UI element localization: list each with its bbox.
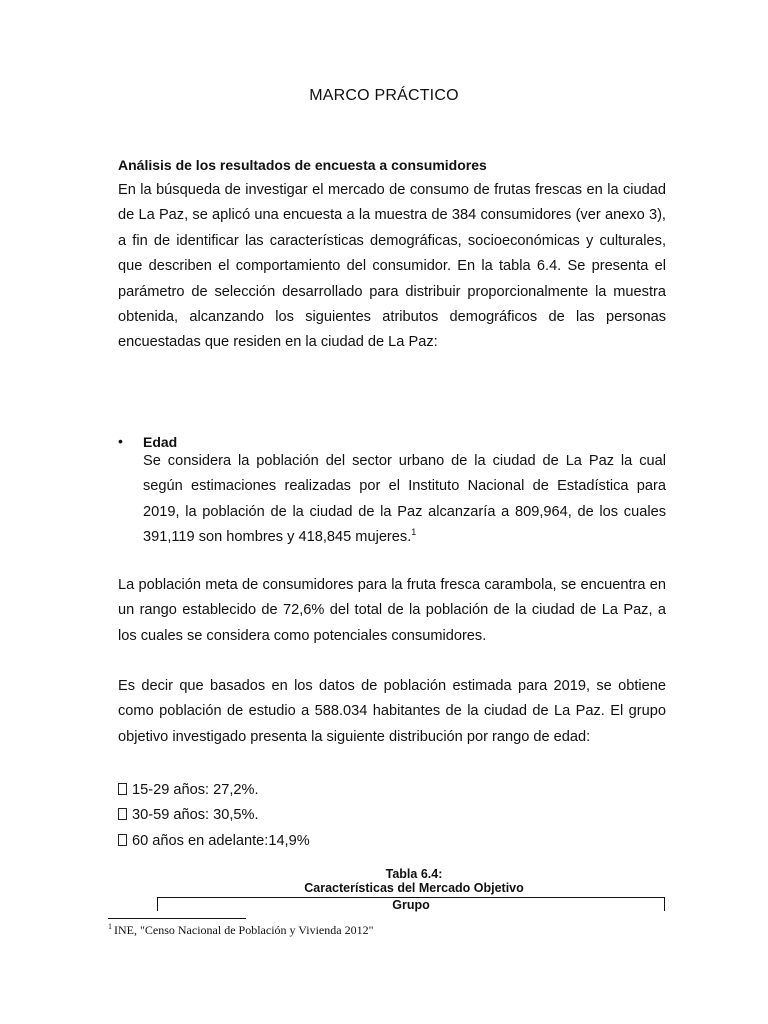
intro-paragraph: En la búsqueda de investigar el mercado de consumo de frutas frescas en la ciudad de La Paz, se aplicó una encuesta a la muestra de 384 consumidores (ver anexo 3), a fin de identificar las características demográficas, socioeconómicas y culturales, que describen el comportamiento del consumidor. En la tabla 6.4. Se presenta el parámetro de selección desarrollado para distribuir proporcionalmente la muestra obtenida, alcanzando los siguientes atributos demográficos de las personas encuestadas que residen en la ciudad de La Paz: xyxy=(118,182,666,351)
age-range-text: 15-29 años: 27,2%. xyxy=(132,782,259,798)
section-heading: Análisis de los resultados de encuesta a consumidores xyxy=(118,157,487,173)
study-population-paragraph: Es decir que basados en los datos de población estimada para 2019, se obtiene como población de estudio a 588.034 habitantes de la ciudad de La Paz. El grupo objetivo investigado presenta la siguiente distribución por rango de edad: xyxy=(118,678,666,745)
bullet-text: Se considera la población del sector urbano de la ciudad de La Paz la cual según estimaciones realizadas por el Instituto Nacional de Estadística para 2019, la población de la ciudad de la Paz alcanzaría a 809,964, de los cuales 391,119 son hombres y 418,845 mujeres. xyxy=(143,453,666,546)
footnote-divider xyxy=(108,918,246,919)
table-header-grupo: Grupo xyxy=(392,898,430,912)
bullet-symbol: • xyxy=(118,433,123,449)
list-item xyxy=(118,803,310,828)
bullet-heading: Edad xyxy=(143,434,178,450)
checkbox-glyph-icon xyxy=(118,834,127,846)
footnote-text: INE, "Censo Nacional de Población y Vivienda 2012" xyxy=(114,923,374,937)
footnote-mark: 1 xyxy=(108,922,112,931)
age-range-list xyxy=(118,778,310,854)
table-number: Tabla 6.4: xyxy=(385,867,443,881)
age-range-text: 60 años en adelante:14,9% xyxy=(132,832,310,849)
footnote xyxy=(108,923,373,938)
checkbox-glyph-icon xyxy=(118,808,127,820)
page-title: MARCO PRÁCTICO xyxy=(309,87,459,104)
target-population-paragraph: La población meta de consumidores para la fruta fresca carambola, se encuentra en un rango establecido de 72,6% del total de la población de la ciudad de La Paz, a los cuales se considera como potenciales consumidores. xyxy=(118,577,666,644)
footnote-reference[interactable]: 1 xyxy=(411,527,417,538)
bullet-paragraph xyxy=(143,449,666,551)
age-range-text: 30-59 años: 30,5%. xyxy=(132,807,259,824)
table-caption xyxy=(118,867,710,895)
list-item xyxy=(118,829,310,854)
table-title: Características del Mercado Objetivo xyxy=(304,881,524,895)
checkbox-glyph-icon xyxy=(118,783,127,795)
list-item xyxy=(118,778,310,803)
